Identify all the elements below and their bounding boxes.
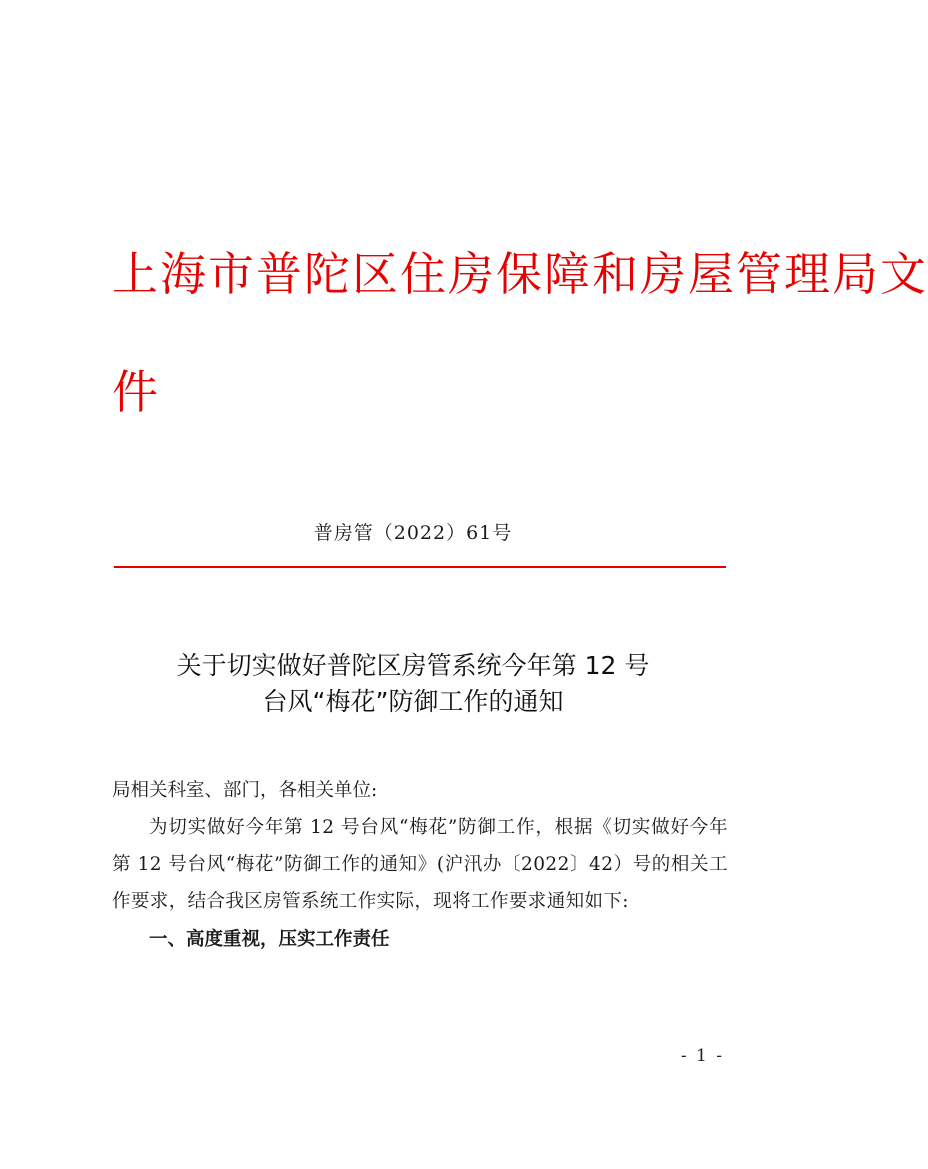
header-line-2: 件 [112,365,160,419]
issuing-authority-header [112,238,928,474]
document-title [0,648,826,720]
intro-paragraph: 为切实做好今年第 12 号台风“梅花”防御工作，根据《切实做好今年第 12 号台风“梅花”防御工作的通知》(沪汛办〔2022〕42）号的相关工作要求，结合我区房管系统工作实际，现将工作要求通知如下: [112,817,728,912]
section-heading-1: 一、高度重视，压实工作责任 [149,929,390,950]
title-line-1: 关于切实做好普陀区房管系统今年第 12 号 [176,651,650,680]
page-number: - 1 - [680,1046,724,1066]
salutation: 局相关科室、部门，各相关单位: [112,780,378,801]
document-body [112,772,728,960]
document-number: 普房管（2022）61号 [313,522,513,544]
red-separator-line [114,566,726,568]
title-line-2: 台风“梅花”防御工作的通知 [262,687,564,716]
header-line-1: 上海市普陀区住房保障和房屋管理局文 [112,247,928,301]
